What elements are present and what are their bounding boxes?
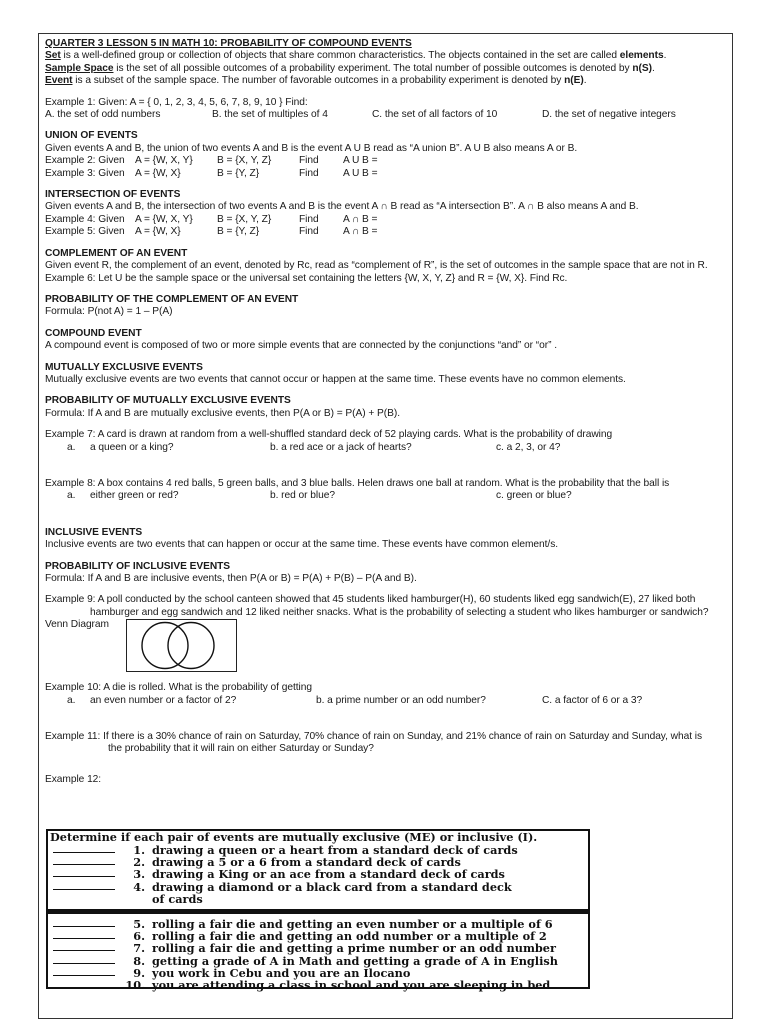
example-3: Example 3: Given A = {W, X} B = {Y, Z} Find A U B =: [45, 167, 378, 179]
venn-circles: [127, 620, 236, 671]
complement-definition: Given event R, the complement of an event, denoted by Rc, read as “complement of R”, is the set of outcomes in the sample space that are not in R.: [45, 260, 708, 272]
example-9-line-2: hamburger and egg sandwich and 12 liked neither snacks. What is the probability of selecting a student who likes hamburger or sandwich?: [90, 606, 709, 618]
venn-label: Venn Diagram: [45, 619, 109, 631]
mutually-exclusive-formula: Formula: If A and B are mutually exclusive events, then P(A or B) = P(A) + P(B).: [45, 407, 400, 419]
worksheet-item: 5. rolling a fair die and getting an even number or a multiple of 6: [48, 918, 588, 930]
lesson-title: QUARTER 3 LESSON 5 IN MATH 10: PROBABILITY OF COMPOUND EVENTS: [45, 38, 412, 49]
answer-blank[interactable]: [53, 955, 115, 964]
worksheet-instruction: Determine if each pair of events are mutually exclusive (ME) or inclusive (I).: [50, 830, 538, 844]
choice-b: B. the set of multiples of 4: [212, 109, 328, 121]
answer-blank[interactable]: [53, 930, 115, 939]
heading-inclusive: INCLUSIVE EVENTS: [45, 526, 143, 538]
worksheet-item: 10. you are attending a class in school and you are sleeping in bed: [48, 979, 588, 991]
example-5: Example 5: Given A = {W, X} B = {Y, Z} Find A ∩ B =: [45, 226, 378, 238]
example-11-line-1: Example 11: If there is a 30% chance of rain on Saturday, 70% chance of rain on Sunday, and 21% chance of rain on Saturday and Sunday, what is: [45, 731, 703, 743]
worksheet-box-2: [46, 911, 590, 993]
example-2: Example 2: Given A = {W, X, Y} B = {X, Y, Z} Find A U B =: [45, 155, 378, 167]
mutually-exclusive-definition: Mutually exclusive events are two events that cannot occur or happen at the same time. These events have no common elements.: [45, 373, 626, 385]
example-11-line-2: the probability that it will rain on either Saturday or Sunday?: [108, 743, 374, 755]
definition-set: Set is a well-defined group or collection of objects that share common characteristics. The objects contained in the set are called elements.: [45, 50, 667, 62]
example-4: Example 4: Given A = {W, X, Y} B = {X, Y, Z} Find A ∩ B =: [45, 213, 378, 225]
inclusive-formula: Formula: If A and B are inclusive events, then P(A or B) = P(A) + P(B) – P(A and B).: [45, 573, 417, 584]
choice-a: A. the set of odd numbers: [45, 109, 161, 121]
example-10-choices: a. an even number or a factor of 2? b. a prime number or an odd number? C. a factor of 6 or a 3?: [67, 694, 643, 706]
example-9-line-1: Example 9: A poll conducted by the school canteen showed that 45 students liked hamburger(H), 60 students liked egg sandwich(E), 27 liked both: [45, 594, 696, 606]
heading-compound-event: COMPOUND EVENT: [45, 327, 142, 339]
answer-blank[interactable]: [53, 942, 115, 951]
heading-mutually-exclusive: MUTUALLY EXCLUSIVE EVENTS: [45, 361, 203, 373]
example-8-choices: a. either green or red? b. red or blue? c. green or blue?: [67, 490, 572, 502]
worksheet-item: 4. drawing a diamond or a black card from a standard deck: [48, 881, 588, 893]
example-7-prompt: Example 7: A card is drawn at random from a well-shuffled standard deck of 52 playing cards. What is the probability of drawing: [45, 429, 613, 441]
lesson-document: [45, 38, 735, 786]
worksheet-item: 9. you work in Cebu and you are an Ilocano: [48, 967, 588, 979]
complement-formula: Formula: P(not A) = 1 – P(A): [45, 306, 173, 318]
heading-probability-inclusive: PROBABILITY OF INCLUSIVE EVENTS: [45, 560, 231, 572]
example-12-label: Example 12:: [45, 773, 102, 785]
heading-complement: COMPLEMENT OF AN EVENT: [45, 247, 188, 259]
choice-c: C. the set of all factors of 10: [372, 109, 498, 121]
answer-blank[interactable]: [53, 918, 115, 927]
compound-definition: A compound event is composed of two or more simple events that are connected by the conjunctions “and” or “or” .: [45, 340, 557, 352]
heading-intersection: INTERSECTION OF EVENTS: [45, 189, 181, 201]
worksheet-item: 3. drawing a King or an ace from a standard deck of cards: [48, 868, 588, 880]
answer-blank[interactable]: [53, 868, 115, 877]
definition-event: Event is a subset of the sample space. The number of favorable outcomes in a probability experiment is denoted by n(E).: [45, 75, 587, 87]
example-10-prompt: Example 10: A die is rolled. What is the probability of getting: [45, 682, 312, 694]
intersection-definition: Given events A and B, the intersection of two events A and B is the event A ∩ B read as “A intersection B”. A ∩ B also means A and B.: [45, 201, 639, 213]
example-7-choices: a. a queen or a king? b. a red ace or a jack of hearts? c. a 2, 3, or 4?: [67, 441, 561, 453]
answer-blank[interactable]: [53, 967, 115, 976]
union-definition: Given events A and B, the union of two events A and B is the event A U B read as “A union B”. A U B also means A or B.: [45, 142, 578, 154]
worksheet-item: 8. getting a grade of A in Math and getting a grade of A in English: [48, 955, 588, 967]
choice-d: D. the set of negative integers: [542, 109, 676, 121]
answer-blank[interactable]: [53, 856, 115, 865]
venn-diagram-section: [45, 619, 735, 672]
example-1-choices: [45, 109, 735, 121]
heading-probability-mutually-exclusive: PROBABILITY OF MUTUALLY EXCLUSIVE EVENTS: [45, 395, 291, 407]
worksheet-item: 2. drawing a 5 or a 6 from a standard deck of cards: [48, 856, 588, 868]
answer-blank[interactable]: [53, 979, 115, 988]
answer-blank[interactable]: [53, 844, 115, 853]
inclusive-definition: Inclusive events are two events that can happen or occur at the same time. These events have common element/s.: [45, 539, 559, 551]
answer-blank[interactable]: [53, 881, 115, 890]
example-6: Example 6: Let U be the sample space or the universal set containing the letters {W, X, Y, Z} and R = {W, X}. Find Rc.: [45, 272, 568, 284]
worksheet-item: 6. rolling a fair die and getting an odd number or a multiple of 2: [48, 930, 588, 942]
example-1-prompt: Example 1: Given: A = { 0, 1, 2, 3, 4, 5, 6, 7, 8, 9, 10 } Find:: [45, 96, 308, 108]
heading-probability-complement: PROBABILITY OF THE COMPLEMENT OF AN EVENT: [45, 293, 299, 305]
worksheet-box-1: [46, 829, 590, 911]
heading-union: UNION OF EVENTS: [45, 130, 138, 142]
worksheet-item: 7. rolling a fair die and getting a prime number or an odd number: [48, 942, 588, 954]
worksheet-item: 1. drawing a queen or a heart from a standard deck of cards: [48, 844, 588, 856]
worksheet-item-continuation: of cards: [152, 891, 203, 906]
example-8-prompt: Example 8: A box contains 4 red balls, 5 green balls, and 3 blue balls. Helen draws one ball at random. What is the probability that the ball is: [45, 477, 670, 489]
definition-sample-space: Sample Space is the set of all possible outcomes of a probability experiment. The total number of possible outcomes is denoted by n(S).: [45, 62, 655, 74]
venn-diagram: [126, 619, 237, 672]
